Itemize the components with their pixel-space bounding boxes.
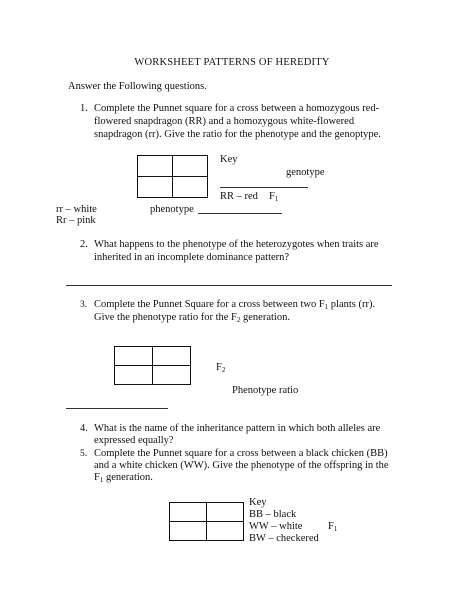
question-2-line-1: What happens to the phenotype of the heterozygotes when traits are <box>94 239 379 250</box>
key-label-5: Key <box>249 497 267 508</box>
punnett-cell[interactable] <box>170 522 207 541</box>
question-5-number: 5. <box>80 449 88 459</box>
key-rr-white: rr – white <box>56 204 97 215</box>
question-1-line-2: flowered snapdragon (RR) and a homozygous white-flowered <box>94 116 355 127</box>
key-bb-black: BB – black <box>249 509 297 520</box>
punnett-cell[interactable] <box>115 347 153 366</box>
instructions: Answer the Following questions. <box>68 81 207 92</box>
genotype-answer-line[interactable] <box>220 187 308 188</box>
question-2-number: 2. <box>80 239 88 250</box>
punnett-cell[interactable] <box>173 177 208 198</box>
punnett-cell[interactable] <box>153 366 191 385</box>
punnett-cell[interactable] <box>173 156 208 177</box>
phenotype-answer-line[interactable] <box>198 213 282 214</box>
question-2-answer-line[interactable] <box>66 285 392 286</box>
f2-label: $F_2$ <box>216 362 226 374</box>
punnett-cell[interactable] <box>138 177 173 198</box>
punnett-cell[interactable] <box>138 156 173 177</box>
key-rr-pink: Rr – pink <box>56 215 96 226</box>
punnett-cell[interactable] <box>153 347 191 366</box>
genotype-label: genotype <box>286 167 325 178</box>
punnett-square-5[interactable] <box>169 502 244 541</box>
key-bw-checkered: BW – checkered <box>249 533 319 544</box>
punnett-cell[interactable] <box>207 522 244 541</box>
question-4-line-2: expressed equally? <box>94 435 174 446</box>
key-ww-white: WW – white <box>249 521 303 532</box>
punnett-cell[interactable] <box>207 503 244 522</box>
question-4-line-1: What is the name of the inheritance pattern in which both alleles are <box>94 423 381 434</box>
question-1-line-1: Complete the Punnet square for a cross between a homozygous red- <box>94 103 380 114</box>
punnett-square-3[interactable] <box>114 346 191 385</box>
question-5-line-2: and a white chicken (WW). Give the phenotype of the offspring in the <box>94 460 389 471</box>
question-3-line-2: Give the phenotype ratio for the $F_2$ generation. <box>94 312 290 324</box>
worksheet-title: WORKSHEET PATTERNS OF HEREDITY <box>134 57 330 68</box>
question-1-number: 1. <box>80 103 88 114</box>
question-3-line-1: Complete the Punnet Square for a cross between two $F_1$ plants (rr). <box>94 299 376 311</box>
key-rr-red: RR – red <box>220 191 258 202</box>
f1-label-5: $F_1$ <box>328 521 338 533</box>
question-3-number: 3. <box>80 300 88 310</box>
question-5-line-3: $F_1$ generation. <box>94 472 153 484</box>
question-3-answer-line[interactable] <box>66 408 168 409</box>
punnett-cell[interactable] <box>115 366 153 385</box>
question-4-number: 4. <box>80 423 88 434</box>
phenotype-ratio-label: Phenotype ratio <box>232 385 299 396</box>
key-label-1: Key <box>220 154 238 165</box>
phenotype-label: phenotype <box>150 204 194 215</box>
question-5-line-1: Complete the Punnet square for a cross between a black chicken (BB) <box>94 448 388 459</box>
punnett-square-1[interactable] <box>137 155 208 198</box>
f1-label-1: $F_1$ <box>269 191 279 203</box>
question-2-line-2: inherited in an incomplete dominance pattern? <box>94 252 290 263</box>
question-1-line-3: snapdragon (rr). Give the ratio for the phenotype and the genoptype. <box>94 129 381 140</box>
punnett-cell[interactable] <box>170 503 207 522</box>
